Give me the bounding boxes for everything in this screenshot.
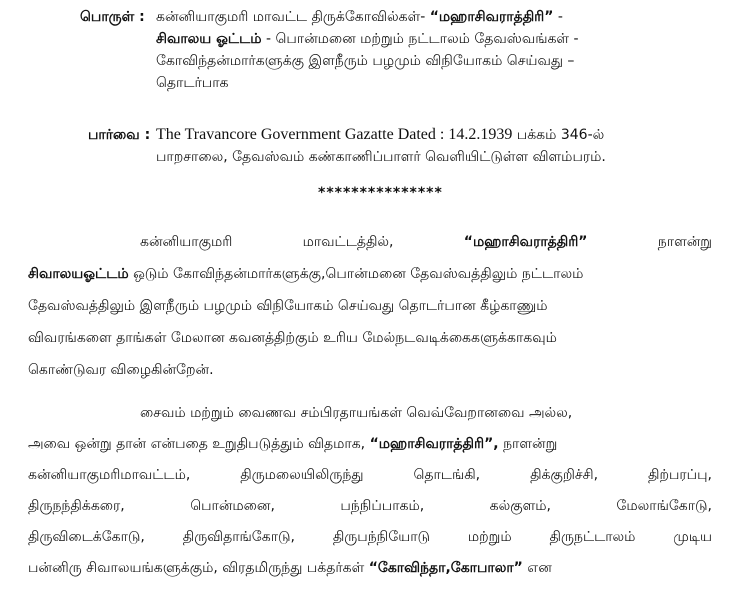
reference-label: பார்வை : [88, 127, 151, 143]
paragraph-2-line-3: கன்னியாகுமரிமாவட்டம், திருமலையிலிருந்து தொடங்கி, திக்குறிச்சி, திற்பரப்பு, [28, 467, 712, 483]
paragraph-2 [28, 398, 712, 584]
paragraph-1-line-3: தேவஸ்வத்திலும் இளநீரும் பழமும் விநியோகம் செய்வது தொடர்பான கீழ்காணும் [28, 298, 548, 314]
paragraph-1-line-5: கொண்டுவர விழைகின்றேன். [28, 362, 214, 378]
paragraph-1-line-4: விவரங்களை தாங்கள் மேலான கவனத்திற்கும் உரிய மேல்நடவடிக்கைகளுக்காகவும் [28, 330, 557, 346]
reference-line-2: பாறசாலை, தேவஸ்வம் கண்காணிப்பாளர் வெளியிட்டுள்ள விளம்பரம். [156, 149, 606, 165]
paragraph-1 [28, 226, 712, 386]
subject-line-2: சிவாலய ஓட்டம் - பொன்மனை மற்றும் நட்டாலம் தேவஸ்வங்கள் - [156, 31, 579, 47]
subject-label: பொருள் : [80, 9, 145, 25]
paragraph-2-line-1: சைவம் மற்றும் வைணவ சம்பிரதாயங்கள் வெவ்வேறானவை அல்ல, [140, 405, 573, 421]
paragraph-1-line-1: கன்னியாகுமரி மாவட்டத்தில், “மஹாசிவராத்திரி” நாளன்று [140, 234, 712, 250]
reference-line-1: The Travancore Government Gazatte Dated : 14.2.1939 பக்கம் 346-ல் [156, 126, 605, 143]
paragraph-2-line-5: திருவிடைக்கோடு, திருவிதாங்கோடு, திருபந்நியோடு மற்றும் திருநட்டாலம் முடிய [28, 529, 712, 545]
subject-line-1: கன்னியாகுமரி மாவட்ட திருக்கோவில்கள்- “மஹாசிவராத்திரி” - [156, 9, 563, 25]
paragraph-2-line-2: அவை ஒன்று தான் என்பதை உறுதிபடுத்தும் விதமாக, “மஹாசிவராத்திரி”, நாளன்று [28, 436, 558, 452]
paragraph-1-line-2: சிவாலயஓட்டம் ஒடும் கோவிந்தன்மார்களுக்கு,பொன்மனை தேவஸ்வத்திலும் நட்டாலம் [28, 266, 584, 282]
paragraph-2-line-4: திருநந்திக்கரை, பொன்மனை, பந்நிப்பாகம், கல்குளம், மேலாங்கோடு, [28, 498, 712, 514]
separator-stars: *************** [318, 185, 443, 201]
subject-line-3: கோவிந்தன்மார்களுக்கு இளநீரும் பழமும் விநியோகம் செய்வது – [156, 53, 575, 69]
subject-line-4: தொடர்பாக [156, 75, 229, 91]
paragraph-2-line-6: பன்னிரு சிவாலயங்களுக்கும், விரதமிருந்து பக்தர்கள் “கோவிந்தா,கோபாலா” என [28, 560, 552, 576]
